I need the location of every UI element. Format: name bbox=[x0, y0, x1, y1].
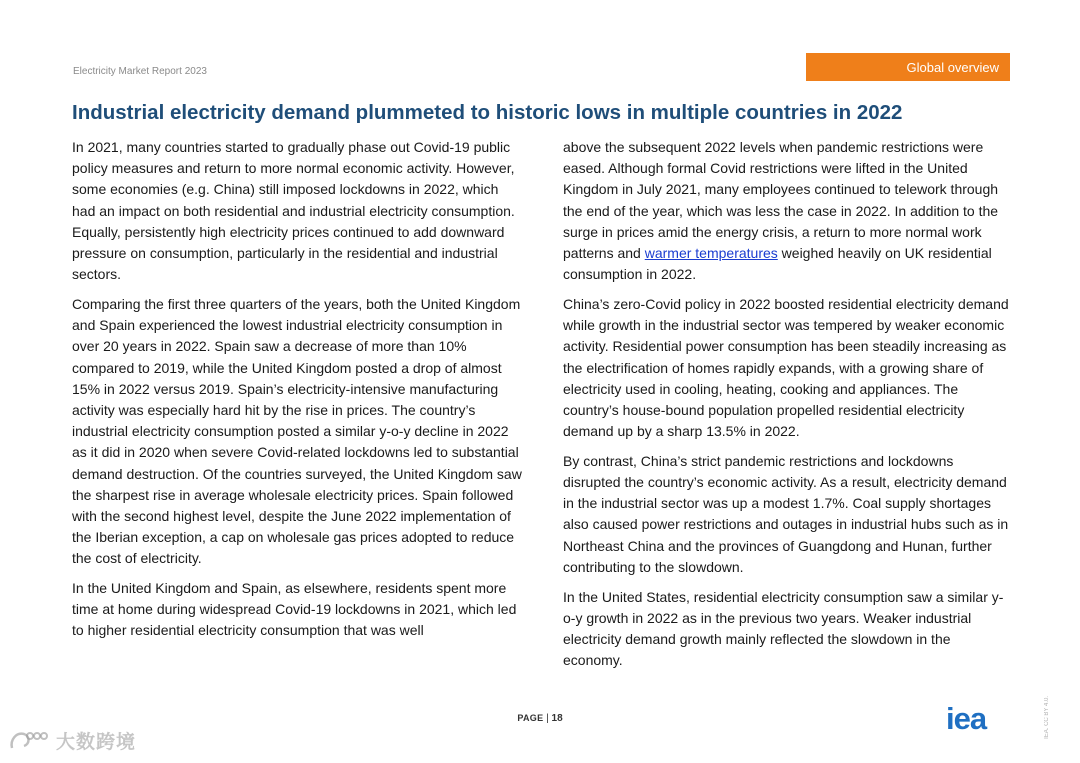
page-number bbox=[0, 713, 1080, 724]
iea-logo: iea bbox=[946, 701, 987, 736]
paragraph-text: weighed heavily on UK residential consumption in 2022. bbox=[563, 245, 992, 283]
paragraph-text: above the subsequent 2022 levels when pandemic restrictions were eased. Although formal Covid restrictions were lifted in the United Kingdom in July 2021, many employees continued to telework through the end of the year, which was less the case in 2022. In addition to the surge in prices amid the energy crisis, a return to more normal work patterns and bbox=[563, 139, 999, 262]
page-number-value: 18 bbox=[551, 713, 563, 724]
page-label: PAGE bbox=[517, 713, 544, 723]
watermark-logo-icon bbox=[8, 728, 50, 754]
paragraph bbox=[563, 137, 1013, 285]
report-name: Electricity Market Report 2023 bbox=[73, 66, 207, 77]
paragraph: In the United Kingdom and Spain, as elsewhere, residents spent more time at home during widespread Covid-19 lockdowns in 2021, which led to higher residential electricity consumption that was well bbox=[72, 580, 517, 639]
warmer-temperatures-link[interactable]: warmer temperatures bbox=[644, 245, 778, 262]
right-column bbox=[563, 137, 1013, 680]
section-tag: Global overview bbox=[806, 53, 1010, 81]
left-column bbox=[72, 137, 524, 650]
watermark bbox=[8, 727, 136, 754]
paragraph: Comparing the first three quarters of the years, both the United Kingdom and Spain experienced the lowest industrial electricity consumption in over 20 years in 2022. Spain saw a decrease of more than 10% compared to 2019, while the United Kingdom posted a drop of almost 15% in 2022 versus 2019. Spain’s electricity-intensive manufacturing activity was especially hard hit by the rise in prices. The country’s industrial electricity consumption posted a similar y-o-y decline in 2022 as it did in 2020 when severe Covid-related lockdowns led to substantial demand destruction. Of the countries surveyed, the United Kingdom saw the sharpest rise in average wholesale electricity prices. Spain followed with the second highest level, despite the June 2022 implementation of the Iberian exception, a cap on wholesale gas prices adopted to reduce the cost of electricity. bbox=[72, 295, 522, 567]
paragraph: China’s zero-Covid policy in 2022 boosted residential electricity demand while growth in the industrial sector was tempered by weaker economic activity. Residential power consumption has been steadily increasing as the electrification of homes rapidly expands, with a growing share of electricity used in cooling, heating, cooking and appliances. The country’s house-bound population propelled residential electricity demand up by a sharp 13.5% in 2022. bbox=[563, 295, 1009, 440]
license-note: IEA. CC BY 4.0. bbox=[1044, 696, 1050, 739]
paragraph: In the United States, residential electricity consumption saw a similar y-o-y growth in 2022 as in the previous two years. Weaker industrial electricity demand growth mainly reflected the slowdown in the economy. bbox=[563, 588, 1004, 669]
paragraph: In 2021, many countries started to gradually phase out Covid-19 public policy measures and return to more normal economic activity. However, some economies (e.g. China) still imposed lockdowns in 2022, which had an impact on both residential and industrial electricity consumption. Equally, persistently high electricity prices continued to add downward pressure on consumption, particularly in the residential and industrial sectors. bbox=[72, 139, 515, 283]
page-separator: | bbox=[546, 713, 552, 724]
paragraph: By contrast, China’s strict pandemic restrictions and lockdowns disrupted the country’s economic activity. As a result, electricity demand in the industrial sector was up a modest 1.7%. Coal supply shortages also caused power restrictions and outages in industrial hubs such as in Northeast China and the provinces of Guangdong and Hunan, further contributing to the slowdown. bbox=[563, 452, 1009, 575]
watermark-text: 大数跨境 bbox=[56, 732, 137, 753]
page-title: Industrial electricity demand plummeted to historic lows in multiple countries in 2022 bbox=[72, 101, 903, 124]
